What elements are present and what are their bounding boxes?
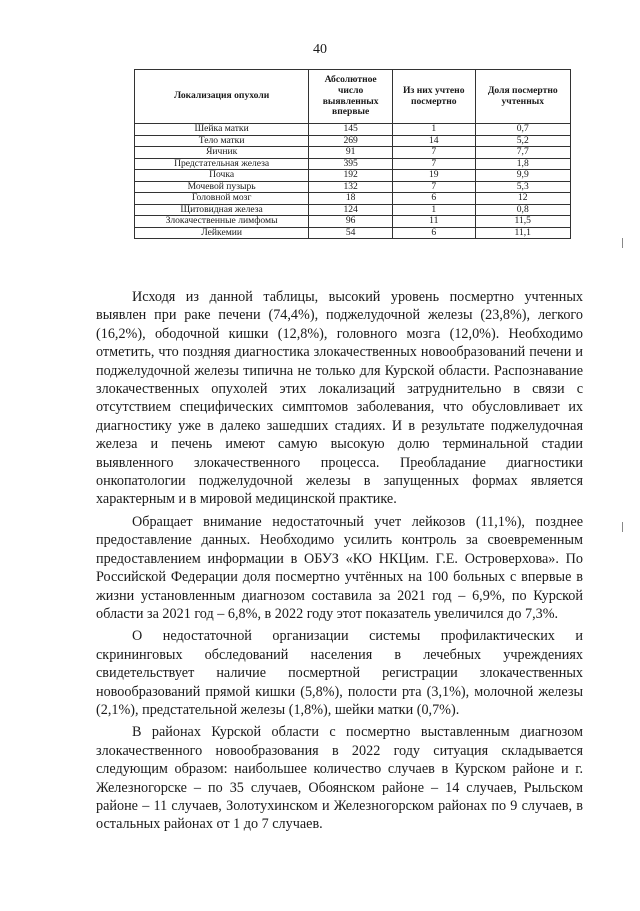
row-localization: Яичник (135, 147, 309, 159)
row-absolute: 91 (309, 147, 393, 159)
scan-margin-mark (622, 238, 623, 248)
row-share: 9,9 (475, 170, 571, 182)
row-localization: Почка (135, 170, 309, 182)
paragraph-screening: О недостаточной организации системы профилактических и скрининговых обследований населения в лечебных учреждениях свидетельствует наличие посмертной регистрации злокачественных новообразований прямой кишки (5,8%), полости рта (3,1%), молочной железы (2,1%), предстательной железы (1,8%), шейки матки (0,7%). (96, 628, 583, 718)
row-postmortem: 19 (393, 170, 475, 182)
row-postmortem: 1 (393, 204, 475, 216)
row-share: 1,8 (475, 158, 571, 170)
row-share: 5,2 (475, 135, 571, 147)
row-localization: Лейкемии (135, 227, 309, 239)
row-localization: Щитовидная железа (135, 204, 309, 216)
row-share: 11,5 (475, 216, 571, 228)
table-row (135, 216, 571, 228)
table-row (135, 158, 571, 170)
row-localization: Злокачественные лимфомы (135, 216, 309, 228)
row-share: 12 (475, 193, 571, 205)
row-share: 5,3 (475, 181, 571, 193)
paragraph-liver-pancreas: Исходя из данной таблицы, высокий уровень посмертно учтенных выявлен при раке печени (74,4%), поджелудочной железы (23,8%), легкого (16,2%), ободочной кишки (12,8%), головного мозга (12,0%). Необходимо отметить, что поздняя диагностика злокачественных новообразований печени и поджелудочной железы типична не только для Курской области. Распознавание злокачественных опухолей этих локализаций затруднительно в связи с отсутствием специфических симптомов заболевания, что обусловливает их диагностику уже в далеко зашедших стадиях. И в результате поджелудочная железа и печень имеют самую высокую долю терминальной стадии выявленного злокачественного процесса. Преобладание диагностики онкопатологии поджелудочной железы в запущенных формах является характерным и в мировой медицинской практике. (96, 289, 583, 508)
row-postmortem: 14 (393, 135, 475, 147)
header-postmortem-share: Доля посмертно учтенных (475, 70, 571, 124)
table-row (135, 181, 571, 193)
row-share: 0,8 (475, 204, 571, 216)
row-postmortem: 6 (393, 227, 475, 239)
row-localization: Предстательная железа (135, 158, 309, 170)
scan-margin-mark (622, 522, 623, 532)
table-header-row (135, 70, 571, 124)
row-postmortem: 1 (393, 124, 475, 136)
row-absolute: 132 (309, 181, 393, 193)
table-row (135, 193, 571, 205)
row-localization: Головной мозг (135, 193, 309, 205)
paragraph-districts: В районах Курской области с посмертно выставленным диагнозом злокачественного новообразования в 2022 году ситуация складывается следующим образом: наибольшее количество случаев в Курском районе и г. Железногорске – по 35 случаев, Обоянском районе – 14 случаев, Рыльском районе – 11 случаев, Золотухинском и Железногорском районах по 9 случаев, в остальных районах от 1 до 7 случаев. (96, 724, 583, 833)
page-number: 40 (313, 42, 327, 57)
row-localization: Шейка матки (135, 124, 309, 136)
tumor-localization-table (134, 69, 571, 239)
header-absolute-count: Абсолютное число выявленных впервые (309, 70, 393, 124)
table-row (135, 170, 571, 182)
row-absolute: 96 (309, 216, 393, 228)
table-row (135, 147, 571, 159)
paragraph-leukemia: Обращает внимание недостаточный учет лейкозов (11,1%), позднее предоставление данных. Необходимо усилить контроль за своевременным предоставлением информации в ОБУЗ «КО НКЦим. Г.Е. Островерхова». По Российской Федерации доля посмертно учтённых на 100 больных с впервые в жизни установленным диагнозом составила за 2021 год – 6,9%, по Курской области за 2021 год – 6,8%, в 2022 году этот показатель увеличился до 7,3%. (96, 513, 583, 622)
table-row (135, 135, 571, 147)
table-row (135, 124, 571, 136)
body-text (96, 288, 583, 834)
header-localization: Локализация опухоли (135, 70, 309, 124)
row-postmortem: 6 (393, 193, 475, 205)
row-postmortem: 11 (393, 216, 475, 228)
row-absolute: 145 (309, 124, 393, 136)
row-share: 7,7 (475, 147, 571, 159)
table-row (135, 204, 571, 216)
row-localization: Мочевой пузырь (135, 181, 309, 193)
row-absolute: 18 (309, 193, 393, 205)
row-localization: Тело матки (135, 135, 309, 147)
header-postmortem-count: Из них учтено посмертно (393, 70, 475, 124)
row-postmortem: 7 (393, 158, 475, 170)
row-absolute: 395 (309, 158, 393, 170)
row-postmortem: 7 (393, 147, 475, 159)
row-postmortem: 7 (393, 181, 475, 193)
row-absolute: 269 (309, 135, 393, 147)
row-absolute: 124 (309, 204, 393, 216)
row-absolute: 192 (309, 170, 393, 182)
row-share: 11,1 (475, 227, 571, 239)
row-share: 0,7 (475, 124, 571, 136)
row-absolute: 54 (309, 227, 393, 239)
table-row (135, 227, 571, 239)
